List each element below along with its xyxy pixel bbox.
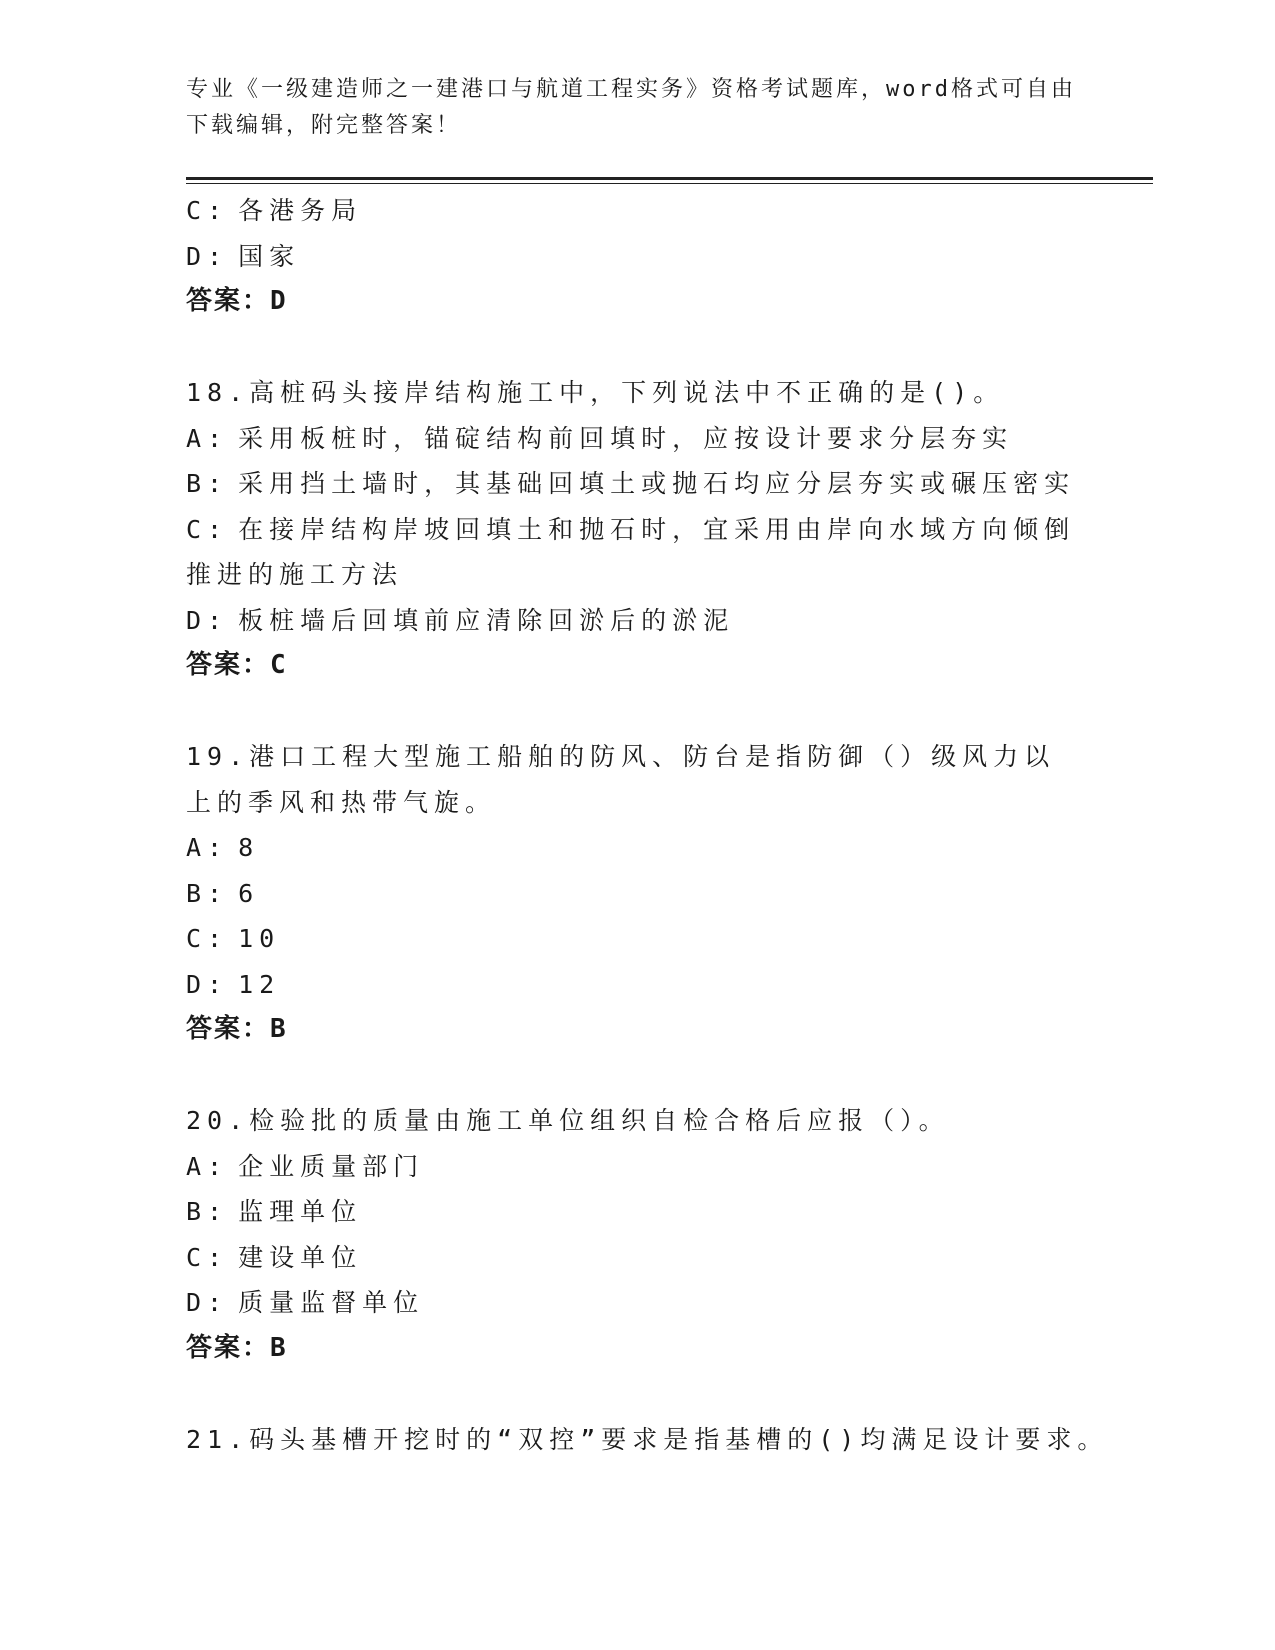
option-a: A: 8 bbox=[186, 833, 260, 862]
question-20-stem: 20.检验批的质量由施工单位组织自检合格后应报（）。 bbox=[186, 1106, 950, 1135]
option-d: D: 12 bbox=[186, 969, 281, 999]
option-d: D: 质量监督单位 bbox=[186, 1288, 425, 1317]
header-rule-thin bbox=[186, 183, 1153, 184]
option-b: B: 监理单位 bbox=[186, 1197, 363, 1226]
option-d: D: 国家 bbox=[186, 241, 301, 271]
answer: 答案：D bbox=[186, 286, 288, 316]
question-19-stem: 19.港口工程大型施工船舶的防风、防台是指防御（）级风力以上的季风和热带气旋。 bbox=[186, 742, 1056, 817]
answer: 答案：B bbox=[186, 1014, 288, 1044]
spacer bbox=[186, 325, 1086, 371]
option-a: A: 采用板桩时，锚碇结构前回填时，应按设计要求分层夯实 bbox=[186, 423, 1014, 453]
spacer bbox=[186, 689, 1086, 735]
answer: 答案：C bbox=[186, 650, 288, 680]
question-21-stem: 21.码头基槽开挖时的“双控”要求是指基槽的()均满足设计要求。 bbox=[186, 1424, 1109, 1454]
answer: 答案：B bbox=[186, 1332, 288, 1363]
option-c: C: 在接岸结构岸坡回填土和抛石时，宜采用由岸向水域方向倾倒推进的施工方法 bbox=[186, 514, 1076, 589]
question-18-stem: 18.高桩码头接岸结构施工中，下列说法中不正确的是()。 bbox=[186, 378, 1005, 407]
document-body bbox=[186, 188, 1109, 1462]
option-b: B: 采用挡土墙时，其基础回填土或抛石均应分层夯实或碾压密实 bbox=[186, 469, 1076, 498]
option-a: A: 企业质量部门 bbox=[186, 1151, 425, 1181]
option-d: D: 板桩墙后回填前应清除回淤后的淤泥 bbox=[186, 605, 735, 635]
option-c: C: 各港务局 bbox=[186, 196, 363, 225]
option-c: C: 10 bbox=[186, 924, 281, 953]
spacer bbox=[186, 1053, 1086, 1099]
page-header: 专业《一级建造师之一建港口与航道工程实务》资格考试题库，word格式可自由下载编辑，附完整答案！ bbox=[186, 77, 1076, 138]
option-b: B: 6 bbox=[186, 878, 260, 908]
spacer bbox=[186, 1371, 1086, 1417]
header-rule-thick bbox=[186, 177, 1153, 180]
option-c: C: 建设单位 bbox=[186, 1242, 363, 1272]
